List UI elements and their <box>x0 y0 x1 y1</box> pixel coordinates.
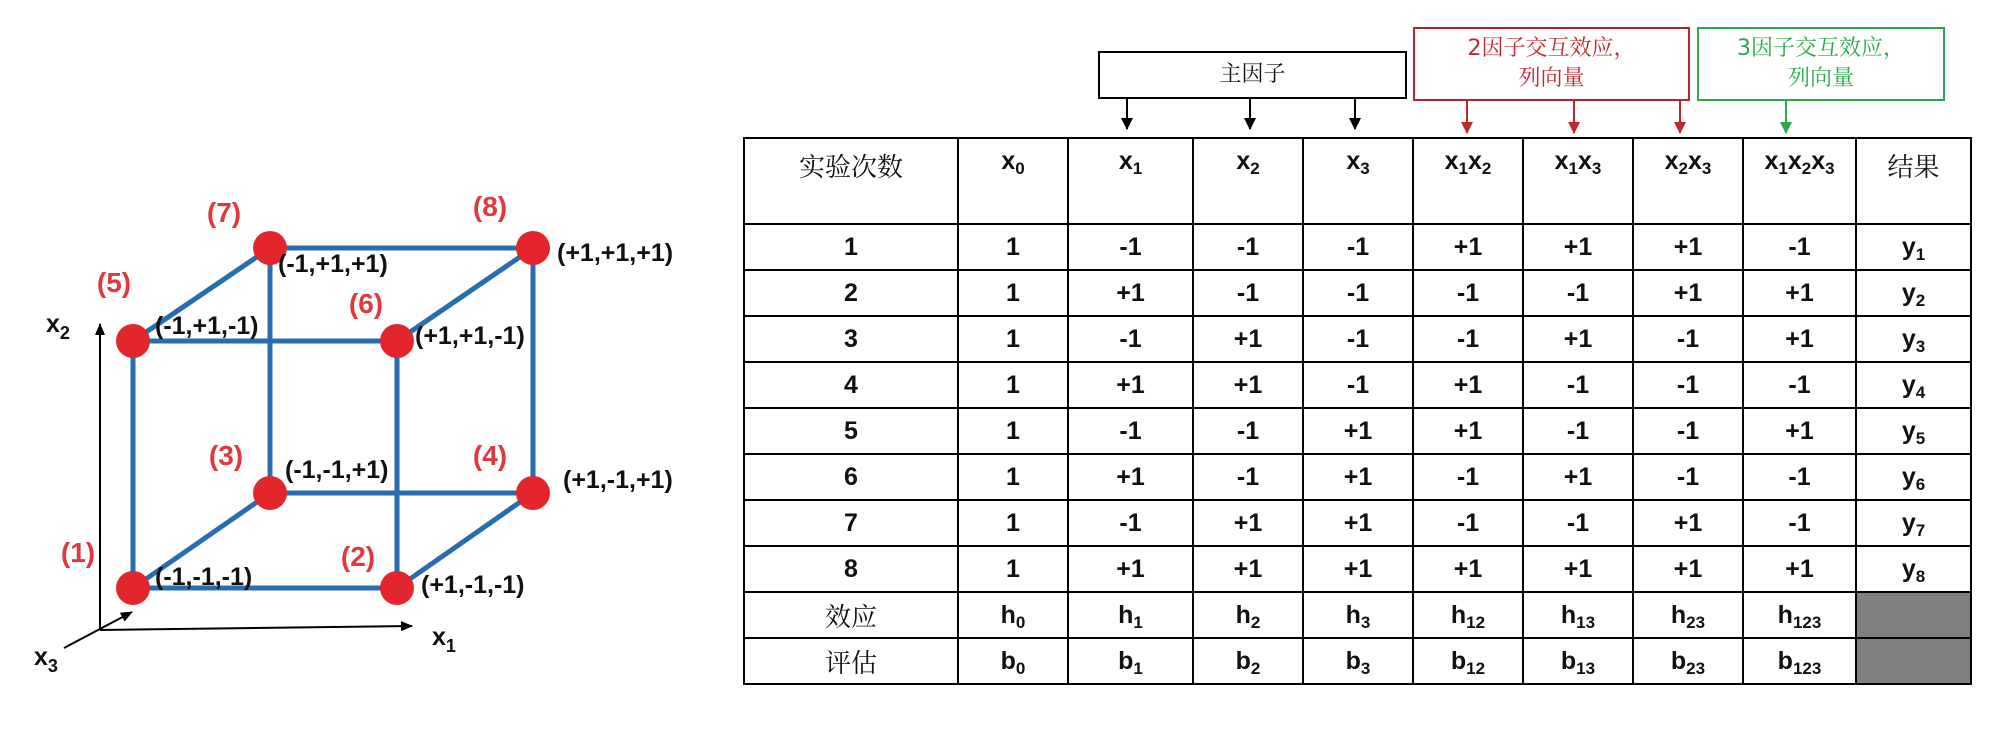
effect-value <box>1743 592 1856 638</box>
symbol-subscript: 3 <box>1360 159 1370 178</box>
symbol-base: h <box>1560 600 1577 629</box>
factor-level: +1 <box>1743 408 1856 454</box>
effect-empty-result <box>1856 592 1971 638</box>
three-factor-label: 3因子交互效应， 列向量 <box>1737 36 1905 91</box>
factor-level: +1 <box>1633 224 1743 270</box>
symbol-base: b <box>1450 646 1467 675</box>
factor-level: 1 <box>958 270 1068 316</box>
symbol-base: x <box>1444 147 1459 175</box>
factor-level: -1 <box>1303 362 1413 408</box>
factor-level: +1 <box>1633 546 1743 592</box>
symbol-subscript: 23 <box>1686 658 1706 678</box>
factor-level: +1 <box>1633 500 1743 546</box>
header-factor-column <box>1193 138 1303 224</box>
factor-level: -1 <box>1523 362 1633 408</box>
symbol-subscript: 123 <box>1792 658 1822 678</box>
cube-vertex-8 <box>516 231 550 265</box>
run-number: 5 <box>744 408 958 454</box>
run-number: 6 <box>744 454 958 500</box>
estimate-value <box>1193 638 1303 684</box>
symbol-subscript: 7 <box>1915 520 1926 540</box>
factor-level: +1 <box>1413 546 1523 592</box>
symbol-subscript: 2 <box>1250 658 1261 678</box>
factor-level: -1 <box>1193 454 1303 500</box>
symbol-base: x <box>1787 147 1802 175</box>
factor-level: +1 <box>1413 362 1523 408</box>
result-value <box>1856 362 1971 408</box>
header-result: 结果 <box>1856 138 1971 224</box>
cube-vertex-3 <box>253 476 287 510</box>
factor-level: -1 <box>1068 500 1193 546</box>
symbol-subscript: 0 <box>1015 612 1026 632</box>
vertex-number-3: (3) <box>208 440 244 471</box>
callout-arrows <box>0 0 2000 140</box>
factor-level: -1 <box>1743 454 1856 500</box>
factor-level: +1 <box>1743 270 1856 316</box>
factor-level: +1 <box>1303 546 1413 592</box>
x3-axis-label: $x_3$ <box>34 643 58 676</box>
factor-level: -1 <box>1743 224 1856 270</box>
symbol-base: y <box>1901 554 1916 583</box>
factor-level: -1 <box>1068 408 1193 454</box>
factor-level: +1 <box>1523 454 1633 500</box>
factor-level: 1 <box>958 546 1068 592</box>
symbol-base: y <box>1901 508 1916 537</box>
symbol-subscript: 3 <box>1915 336 1926 356</box>
vertex-number-7: (7) <box>206 197 242 228</box>
result-value <box>1856 408 1971 454</box>
effect-value <box>958 592 1068 638</box>
result-value <box>1856 224 1971 270</box>
symbol-base: y <box>1901 370 1916 399</box>
main-factors-label: 主因子 <box>1219 62 1286 87</box>
factor-level: 1 <box>958 500 1068 546</box>
symbol-subscript: 13 <box>1576 658 1596 678</box>
symbol-subscript: 23 <box>1686 612 1706 632</box>
effect-value <box>1303 592 1413 638</box>
table-row <box>744 546 1971 592</box>
factor-level: +1 <box>1413 408 1523 454</box>
symbol-base: x <box>1236 147 1251 175</box>
header-factor-column <box>1523 138 1633 224</box>
symbol-subscript: 0 <box>1015 159 1025 178</box>
table-row <box>744 454 1971 500</box>
header-factor-column <box>1068 138 1193 224</box>
symbol-base: b <box>1118 646 1134 675</box>
x1-axis-label: $x_1$ <box>432 623 456 656</box>
factor-level: +1 <box>1523 316 1633 362</box>
symbol-base: b <box>1670 646 1687 675</box>
vertex-number-4: (4) <box>472 440 508 471</box>
factor-level: +1 <box>1743 546 1856 592</box>
symbol-base: h <box>1777 600 1793 629</box>
estimate-value <box>1303 638 1413 684</box>
table-row <box>744 224 1971 270</box>
run-number: 7 <box>744 500 958 546</box>
factor-level: -1 <box>1068 316 1193 362</box>
factor-level: +1 <box>1413 224 1523 270</box>
symbol-base: x <box>1118 147 1133 175</box>
symbol-subscript: 4 <box>1915 382 1926 402</box>
factor-level: -1 <box>1633 454 1743 500</box>
symbol-base: b <box>1235 646 1251 675</box>
factor-level: 1 <box>958 224 1068 270</box>
symbol-base: x <box>1001 147 1016 175</box>
estimate-empty-result <box>1856 638 1971 684</box>
factor-level: +1 <box>1068 270 1193 316</box>
vertex-number-6: (6) <box>348 288 384 319</box>
header-factor-column <box>958 138 1068 224</box>
cube-vertex-1 <box>116 571 150 605</box>
symbol-subscript: 13 <box>1576 612 1596 632</box>
vertex-coords-1: (-1,-1,-1) <box>155 563 253 591</box>
vertex-coords-4: (+1,-1,+1) <box>563 466 673 494</box>
symbol-base: b <box>1777 646 1793 675</box>
factor-level: +1 <box>1193 500 1303 546</box>
factor-level: -1 <box>1633 408 1743 454</box>
run-number: 1 <box>744 224 958 270</box>
vertex-number-5: (5) <box>96 267 132 298</box>
two-factor-label: 2因子交互效应， 列向量 <box>1467 36 1636 91</box>
symbol-base: x <box>1346 147 1361 175</box>
effect-value <box>1193 592 1303 638</box>
factor-level: 1 <box>958 316 1068 362</box>
estimate-value <box>1413 638 1523 684</box>
factor-level: +1 <box>1303 500 1413 546</box>
symbol-base: h <box>1235 600 1251 629</box>
cube-edges <box>133 248 533 588</box>
effect-value <box>1068 592 1193 638</box>
estimate-value <box>1068 638 1193 684</box>
symbol-base: x <box>1664 147 1679 175</box>
cube-vertex-6 <box>380 324 414 358</box>
symbol-subscript: 5 <box>1915 428 1926 448</box>
symbol-subscript: 123 <box>1792 612 1822 632</box>
table-header-row <box>744 138 1971 224</box>
factor-level: -1 <box>1413 454 1523 500</box>
factor-level: 1 <box>958 454 1068 500</box>
header-run-count: 实验次数 <box>744 138 958 224</box>
symbol-subscript: 0 <box>1015 658 1026 678</box>
symbol-subscript: 2 <box>1915 290 1926 310</box>
factor-level: -1 <box>1633 316 1743 362</box>
vertex-number-2: (2) <box>340 541 376 572</box>
cube-axes <box>64 324 412 648</box>
vertex-coords-2: (+1,-1,-1) <box>421 571 525 599</box>
symbol-subscript: 2 <box>1801 159 1812 178</box>
factor-level: -1 <box>1633 362 1743 408</box>
symbol-subscript: 3 <box>1360 612 1371 632</box>
effect-value <box>1633 592 1743 638</box>
factor-level: -1 <box>1523 270 1633 316</box>
factor-level: +1 <box>1068 454 1193 500</box>
factor-level: +1 <box>1193 316 1303 362</box>
result-value <box>1856 270 1971 316</box>
header-factor-column <box>1633 138 1743 224</box>
factor-level: +1 <box>1633 270 1743 316</box>
symbol-subscript: 1 <box>1778 159 1788 178</box>
table-row <box>744 408 1971 454</box>
symbol-base: x <box>1554 147 1569 175</box>
symbol-subscript: 3 <box>1701 159 1712 178</box>
symbol-subscript: 8 <box>1915 566 1926 586</box>
symbol-base: x <box>1578 147 1592 175</box>
symbol-base: x <box>1764 147 1779 175</box>
vertex-number-1: (1) <box>60 537 96 568</box>
run-number: 2 <box>744 270 958 316</box>
factor-level: -1 <box>1523 500 1633 546</box>
effect-row <box>744 592 1971 638</box>
factor-level: -1 <box>1068 224 1193 270</box>
header-factor-column <box>1743 138 1856 224</box>
symbol-subscript: 3 <box>1360 658 1371 678</box>
symbol-base: b <box>1560 646 1577 675</box>
vertex-coords-3: (-1,-1,+1) <box>285 456 389 484</box>
estimate-value <box>958 638 1068 684</box>
estimate-value <box>1633 638 1743 684</box>
factor-level: +1 <box>1523 546 1633 592</box>
estimate-row <box>744 638 1971 684</box>
x1-axis <box>100 626 412 630</box>
factor-level: +1 <box>1523 224 1633 270</box>
vertex-coords-7: (-1,+1,+1) <box>278 250 388 278</box>
result-value <box>1856 454 1971 500</box>
factor-level: -1 <box>1193 408 1303 454</box>
symbol-base: h <box>1345 600 1361 629</box>
symbol-base: x <box>1811 147 1826 175</box>
effect-value <box>1413 592 1523 638</box>
symbol-base: b <box>1000 646 1016 675</box>
symbol-base: b <box>1345 646 1361 675</box>
factor-level: +1 <box>1193 362 1303 408</box>
result-value <box>1856 316 1971 362</box>
symbol-base: y <box>1901 416 1916 445</box>
symbol-subscript: 2 <box>1678 159 1688 178</box>
symbol-subscript: 1 <box>1133 612 1143 632</box>
factor-level: +1 <box>1068 546 1193 592</box>
cube-vertices <box>61 191 673 605</box>
factor-level: -1 <box>1523 408 1633 454</box>
table-row <box>744 316 1971 362</box>
symbol-subscript: 2 <box>1250 159 1260 178</box>
estimate-value <box>1743 638 1856 684</box>
factorial-design-table <box>743 137 1972 685</box>
symbol-base: y <box>1901 232 1916 261</box>
run-number: 3 <box>744 316 958 362</box>
symbol-subscript: 3 <box>1825 159 1835 178</box>
effect-row-label: 效应 <box>744 592 958 638</box>
factor-level: -1 <box>1193 270 1303 316</box>
factor-level: -1 <box>1413 500 1523 546</box>
factor-level: +1 <box>1303 454 1413 500</box>
symbol-base: y <box>1901 278 1916 307</box>
factor-level: -1 <box>1303 316 1413 362</box>
symbol-subscript: 6 <box>1915 474 1926 494</box>
factor-level: +1 <box>1068 362 1193 408</box>
symbol-base: h <box>1118 600 1134 629</box>
symbol-subscript: 1 <box>1133 658 1143 678</box>
symbol-base: h <box>1000 600 1016 629</box>
x2-axis-label: $x_2$ <box>46 310 70 343</box>
symbol-subscript: 2 <box>1481 159 1492 178</box>
effect-value <box>1523 592 1633 638</box>
result-value <box>1856 546 1971 592</box>
table-row <box>744 500 1971 546</box>
symbol-base: h <box>1670 600 1687 629</box>
table-row <box>744 270 1971 316</box>
factor-level: -1 <box>1303 224 1413 270</box>
factor-level: -1 <box>1193 224 1303 270</box>
symbol-subscript: 3 <box>1591 159 1602 178</box>
vertex-coords-8: (+1,+1,+1) <box>557 239 674 267</box>
header-factor-column <box>1413 138 1523 224</box>
symbol-base: x <box>1468 147 1482 175</box>
symbol-subscript: 2 <box>1250 612 1261 632</box>
vertex-coords-5: (-1,+1,-1) <box>155 312 259 340</box>
symbol-subscript: 1 <box>1915 244 1926 264</box>
cube-vertex-4 <box>516 476 550 510</box>
factor-level: -1 <box>1413 270 1523 316</box>
header-factor-column <box>1303 138 1413 224</box>
factor-level: -1 <box>1413 316 1523 362</box>
factor-level: +1 <box>1303 408 1413 454</box>
cube-vertex-2 <box>380 571 414 605</box>
cube-vertex-5 <box>116 324 150 358</box>
symbol-base: h <box>1450 600 1467 629</box>
factor-level: +1 <box>1193 546 1303 592</box>
run-number: 8 <box>744 546 958 592</box>
factor-level: -1 <box>1303 270 1413 316</box>
symbol-subscript: 12 <box>1466 612 1486 632</box>
factor-level: +1 <box>1743 316 1856 362</box>
symbol-subscript: 1 <box>1132 159 1143 178</box>
symbol-subscript: 1 <box>1568 159 1578 178</box>
symbol-base: y <box>1901 324 1916 353</box>
symbol-subscript: 12 <box>1466 658 1486 678</box>
symbol-subscript: 1 <box>1458 159 1468 178</box>
symbol-base: y <box>1901 462 1916 491</box>
vertex-coords-6: (+1,+1,-1) <box>415 322 525 350</box>
estimate-row-label: 评估 <box>744 638 958 684</box>
factor-level: -1 <box>1743 362 1856 408</box>
factor-level: -1 <box>1743 500 1856 546</box>
result-value <box>1856 500 1971 546</box>
vertex-number-8: (8) <box>472 191 508 222</box>
factor-level: 1 <box>958 362 1068 408</box>
estimate-value <box>1523 638 1633 684</box>
factor-level: 1 <box>958 408 1068 454</box>
table-row <box>744 362 1971 408</box>
symbol-base: x <box>1688 147 1702 175</box>
run-number: 4 <box>744 362 958 408</box>
